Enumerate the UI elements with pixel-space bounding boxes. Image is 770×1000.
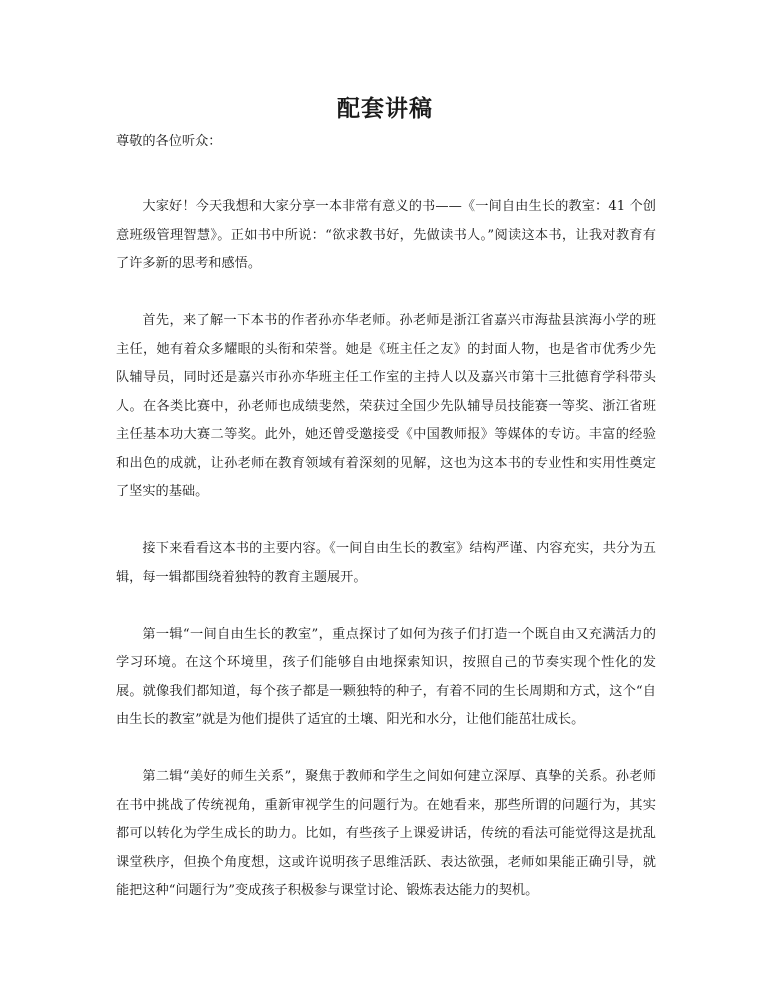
paragraph-overview: 接下来看看这本书的主要内容。《一间自由生长的教室》结构严谨、内容充实，共分为五辑，每一辑都围绕着独特的教育主题展开。 — [116, 541, 656, 585]
salutation: 尊敬的各位听众： — [116, 134, 222, 149]
paragraph-part-two: 第二辑“美好的师生关系”，聚焦于教师和学生之间如何建立深厚、真挚的关系。孙老师在书中挑战了传统视角，重新审视学生的问题行为。在她看来，那些所谓的问题行为，其实都可以转化为学生成长的助力。比如，有些孩子上课爱讲话，传统的看法可能觉得这是扰乱课堂秩序，但换个角度想，这或许说明孩子思维活跃、表达欲强，老师如果能正确引导，就能把这种“问题行为”变成孩子积极参与课堂讨论、锻炼表达能力的契机。 — [116, 769, 656, 898]
paragraph-spacer — [116, 279, 656, 308]
paragraph-spacer — [116, 592, 656, 621]
paragraph-spacer — [116, 735, 656, 764]
paragraph-part-one: 第一辑“一间自由生长的教室”，重点探讨了如何为孩子们打造一个既自由又充满活力的学习环境。在这个环境里，孩子们能够自由地探索知识，按照自己的节奏实现个性化的发展。就像我们都知道，每个孩子都是一颗独特的种子，有着不同的生长周期和方式，这个“自由生长的教室”就是为他们提供了适宜的土壤、阳光和水分，让他们能茁壮成长。 — [116, 626, 656, 727]
paragraph-author: 首先，来了解一下本书的作者孙亦华老师。孙老师是浙江省嘉兴市海盐县滨海小学的班主任，她有着众多耀眼的头衔和荣誉。她是《班主任之友》的封面人物，也是省市优秀少先队辅导员，同时还是嘉兴市孙亦华班主任工作室的主持人以及嘉兴市第十三批德育学科带头人。在各类比赛中，孙老师也成绩斐然，荣获过全国少先队辅导员技能赛一等奖、浙江省班主任基本功大赛二等奖。此外，她还曾受邀接受《中国教师报》等媒体的专访。丰富的经验和出色的成就，让孙老师在教育领域有着深刻的见解，这也为这本书的专业性和实用性奠定了坚实的基础。 — [116, 313, 656, 499]
page-title: 配套讲稿 — [337, 95, 433, 122]
paragraph-intro: 大家好！今天我想和大家分享一本非常有意义的书——《一间自由生长的教室：41 个创意班级管理智慧》。正如书中所说：“欲求教书好，先做读书人。”阅读这本书，让我对教育有了许多新的思考和感悟。 — [116, 199, 656, 271]
paragraph-spacer — [116, 507, 656, 536]
paragraph-spacer — [116, 152, 656, 193]
document-body — [116, 132, 656, 906]
